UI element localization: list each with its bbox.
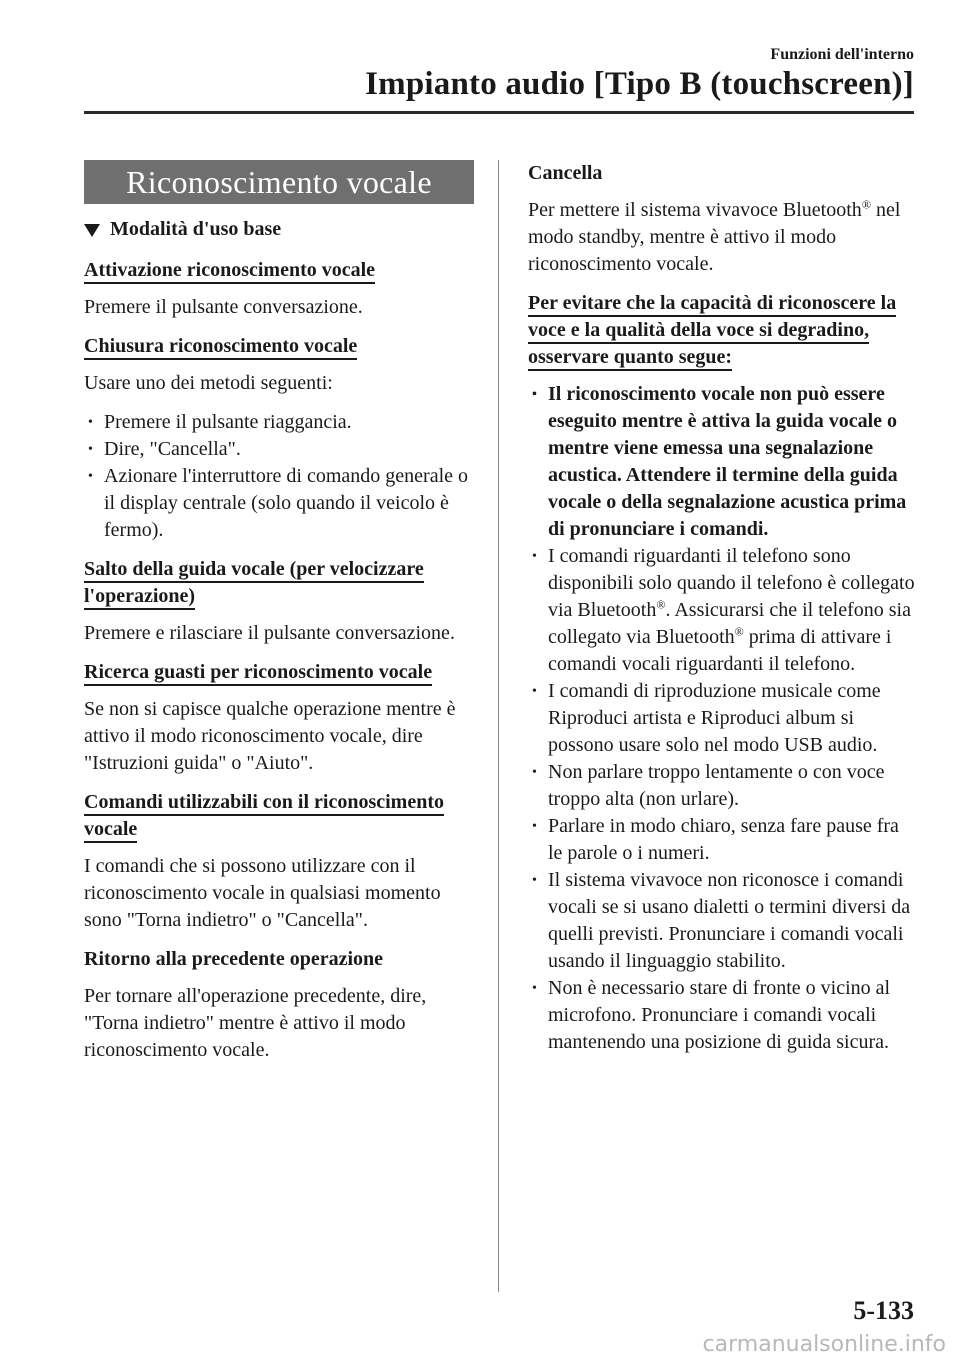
right-column xyxy=(528,160,918,1068)
bullet-list xyxy=(528,381,918,1056)
paragraph: Se non si capisce qualche operazione mentre è attivo il modo riconoscimento vocale, dire "Istruzioni guida" o "Aiuto". xyxy=(84,698,456,774)
heading-usable-commands: Comandi utilizzabili con il riconoscimento vocale xyxy=(84,789,474,843)
subsection-title: Modalità d'uso base xyxy=(110,218,282,240)
column-divider xyxy=(498,160,499,1292)
list-item: • Dire, "Cancella". xyxy=(88,438,241,460)
heading-cancel: Cancella xyxy=(528,162,603,184)
page-number: 5-133 xyxy=(853,1296,914,1325)
section-banner: Riconoscimento vocale xyxy=(84,160,474,204)
list-item: • Azionare l'interruttore di comando generale o il display centrale (solo quando il veicolo è fermo). xyxy=(88,465,469,541)
subsection-heading xyxy=(84,216,474,243)
heading-troubleshooting: Ricerca guasti per riconoscimento vocale xyxy=(84,659,474,686)
paragraph: Per tornare all'operazione precedente, dire, "Torna indietro" mentre è attivo il modo riconoscimento vocale. xyxy=(84,985,427,1061)
paragraph: Premere il pulsante conversazione. xyxy=(84,296,363,318)
list-item: • Non parlare troppo lentamente o con voce troppo alta (non urlare). xyxy=(532,761,885,810)
heading-skip-guidance: Salto della guida vocale (per velocizzare l'operazione) xyxy=(84,556,474,610)
heading-return-previous: Ritorno alla precedente operazione xyxy=(84,948,384,970)
paragraph: Premere e rilasciare il pulsante conversazione. xyxy=(84,622,455,644)
header-rule xyxy=(84,111,914,114)
bullet-list xyxy=(84,409,474,544)
list-item: • Il riconoscimento vocale non può essere eseguito mentre è attiva la guida vocale o mentre viene emessa una segnalazione acustica. Attendere il termine della guida vocale o della segnalazione acustica prima di pronunciare i comandi. xyxy=(532,383,907,540)
triangle-marker-icon xyxy=(84,224,100,237)
paragraph: I comandi che si possono utilizzare con il riconoscimento vocale in qualsiasi momento sono "Torna indietro" o "Cancella". xyxy=(84,855,441,931)
paragraph: Usare uno dei metodi seguenti: xyxy=(84,372,333,394)
list-item: • Il sistema vivavoce non riconosce i comandi vocali se si usano dialetti o termini diversi da quelli previsti. Pronunciare i comandi vocali usando il linguaggio stabilito. xyxy=(532,869,911,972)
list-item: • Premere il pulsante riaggancia. xyxy=(88,411,352,433)
section-label: Funzioni dell'interno xyxy=(770,46,914,63)
heading-avoid-degradation: Per evitare che la capacità di riconoscere la voce e la qualità della voce si degradino, osservare quanto segue: xyxy=(528,290,918,371)
watermark: carmanualsonline.info xyxy=(702,1332,946,1357)
heading-activation: Attivazione riconoscimento vocale xyxy=(84,257,474,284)
left-column xyxy=(84,160,474,1076)
chapter-title: Impianto audio [Tipo B (touchscreen)] xyxy=(365,66,914,102)
list-item: • Parlare in modo chiaro, senza fare pause fra le parole o i numeri. xyxy=(532,815,899,864)
paragraph: Per mettere il sistema vivavoce Bluetooth® nel modo standby, mentre è attivo il modo riconoscimento vocale. xyxy=(528,197,901,275)
heading-closing: Chiusura riconoscimento vocale xyxy=(84,333,474,360)
list-item: • I comandi di riproduzione musicale come Riproduci artista e Riproduci album si possono usare solo nel modo USB audio. xyxy=(532,680,881,756)
list-item: • I comandi riguardanti il telefono sono disponibili solo quando il telefono è collegato via Bluetooth®. Assicurarsi che il telefono sia collegato via Bluetooth® prima di attivare i comandi vocali riguardanti il telefono. xyxy=(532,545,915,675)
list-item: • Non è necessario stare di fronte o vicino al microfono. Pronunciare i comandi vocali mantenendo una posizione di guida sicura. xyxy=(532,977,891,1053)
